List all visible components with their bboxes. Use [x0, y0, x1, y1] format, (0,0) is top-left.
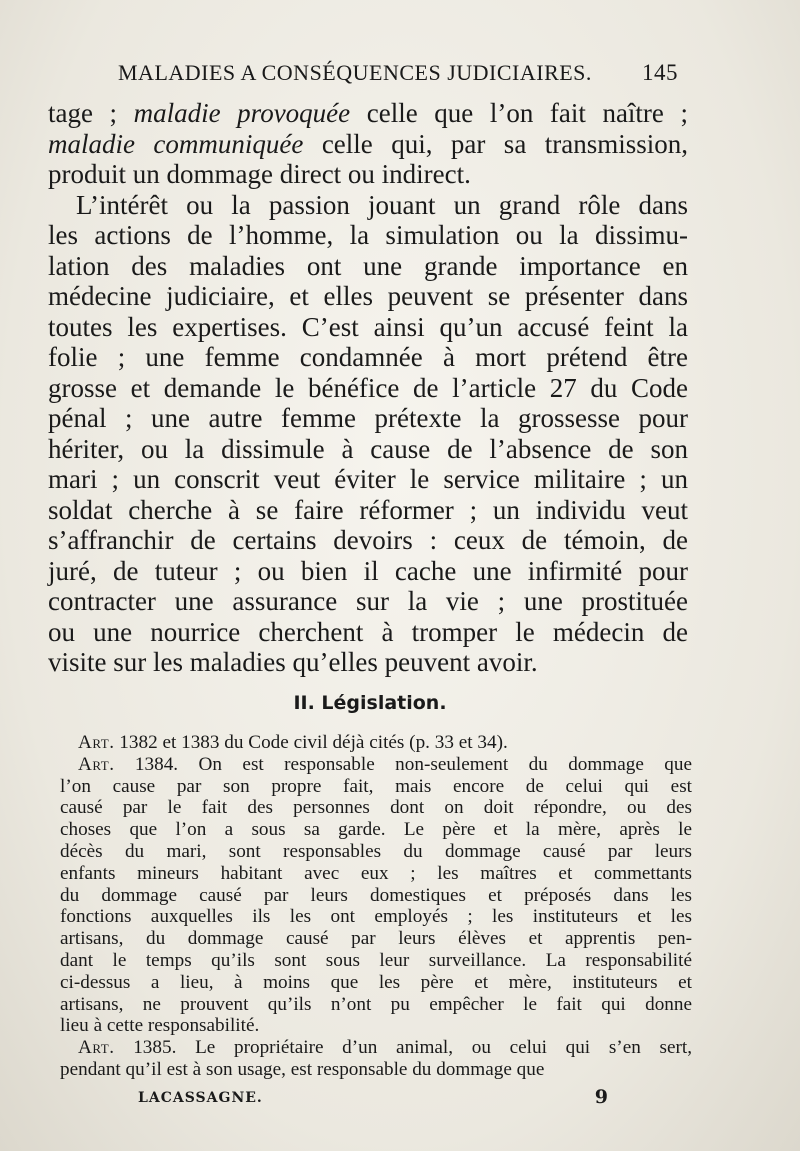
text-segment: grosse et demande le bénéfice de l’article 27 du Code [48, 372, 688, 403]
text-line [48, 251, 688, 282]
law-text-segment: fonctions auxquelles ils les ont employés ; les instituteurs et les [60, 906, 692, 928]
text-line [48, 312, 688, 343]
law-text-segment: choses que l’on a sous sa garde. Le père et la mère, après le [60, 819, 692, 841]
italic-term: maladie provoquée [133, 98, 351, 128]
law-articles [60, 732, 692, 1081]
law-text-segment: décès du mari, sont responsables du dommage causé par leurs [60, 840, 692, 862]
text-line [48, 556, 688, 587]
text-line [48, 495, 688, 526]
law-line [60, 1059, 692, 1081]
text-line [48, 525, 688, 556]
text-segment: s’affranchir de certains devoirs : ceux de témoin, de [48, 525, 688, 555]
law-text-segment: 1382 et 1383 du Code civil déjà cités (p. 33 et 34). [114, 732, 508, 753]
law-line [60, 819, 692, 841]
text-segment: contracter une assurance sur la vie ; une prostituée [48, 586, 688, 616]
law-text-segment: ci-dessus a lieu, à moins que les père et mère, instituteurs et [60, 971, 692, 993]
italic-term: maladie communiquée [48, 128, 304, 159]
text-segment: pénal ; une autre femme prétexte la grossesse pour [48, 403, 688, 433]
page-number: 145 [642, 60, 678, 85]
text-line [48, 586, 688, 617]
text-line [48, 464, 688, 495]
running-header [118, 56, 678, 88]
text-segment: soldat cherche à se faire réformer ; un individu veut [48, 494, 688, 525]
law-line [60, 1037, 692, 1059]
law-line [60, 1015, 692, 1037]
law-line [60, 906, 692, 928]
law-line [60, 928, 692, 950]
law-line [60, 950, 692, 972]
text-segment: celle qui, par sa transmission, [303, 128, 688, 159]
law-text-segment: artisans, ne prouvent qu’ils n’ont pu empêcher le fait qui donne [60, 993, 692, 1015]
section-heading: II. Législation. [293, 692, 447, 714]
text-segment: produit un dommage direct ou indirect. [48, 159, 471, 189]
text-line [48, 190, 688, 221]
law-line [60, 863, 692, 885]
law-text-segment: du dommage causé par leurs domestiques et préposés dans les [60, 884, 692, 906]
text-line [48, 617, 688, 648]
text-line [48, 403, 688, 434]
law-line [60, 776, 692, 798]
law-line [60, 994, 692, 1016]
law-text-segment: 1384. On est responsable non-seulement du dommage que [114, 753, 692, 775]
text-segment: folie ; une femme condamnée à mort prétend être [48, 342, 688, 372]
article-label: Art. [78, 1037, 115, 1059]
article-label: Art. [78, 732, 115, 753]
text-line [48, 129, 688, 160]
text-segment: toutes les expertises. C’est ainsi qu’un accusé feint la [48, 311, 688, 342]
sheet-number: 9 [594, 1086, 608, 1108]
law-line [60, 841, 692, 863]
text-line [48, 434, 688, 465]
text-line [48, 220, 688, 251]
text-segment: celle que l’on fait naître ; [350, 98, 688, 128]
law-line [60, 732, 692, 754]
law-text-segment: lieu à cette responsabilité. [60, 1015, 260, 1037]
text-segment: mari ; un conscrit veut éviter le service militaire ; un [48, 464, 688, 494]
law-text-segment: dant le temps qu’ils sont sous leur surveillance. La responsabilité [60, 949, 692, 971]
law-text-segment: l’on cause par son propre fait, mais encore de celui qui est [60, 775, 692, 797]
text-line [48, 373, 688, 404]
running-title: MALADIES A CONSÉQUENCES JUDICIAIRES. [118, 60, 592, 85]
law-line [60, 797, 692, 819]
text-segment: hériter, ou la dissimule à cause de l’absence de son [48, 433, 688, 464]
law-text-segment: pendant qu’il est à son usage, est responsable du dommage que [60, 1058, 545, 1080]
main-text [48, 98, 688, 678]
law-text-segment: causé par le fait des personnes dont on doit répondre, ou des [60, 797, 692, 819]
law-line [60, 754, 692, 776]
text-segment: les actions de l’homme, la simulation ou la dissimu- [48, 220, 688, 250]
text-segment: médecine judiciaire, et elles peuvent se présenter dans [48, 281, 688, 311]
law-line [60, 885, 692, 907]
page-footer [138, 1086, 608, 1116]
text-segment: lation des maladies ont une grande importance en [48, 250, 688, 281]
text-segment: L’intérêt ou la passion jouant un grand rôle dans [76, 189, 688, 220]
text-line [48, 342, 688, 373]
text-segment: juré, de tuteur ; ou bien il cache une infirmité pour [48, 555, 688, 586]
text-segment: ou une nourrice cherchent à tromper le médecin de [48, 616, 688, 647]
text-segment: visite sur les maladies qu’elles peuvent avoir. [48, 647, 538, 677]
law-text-segment: artisans, du dommage causé par leurs élèves et apprentis pen- [60, 928, 692, 950]
text-line [48, 647, 688, 678]
article-label: Art. [78, 753, 115, 775]
text-line [48, 281, 688, 312]
printer-signature: LACASSAGNE. [138, 1090, 263, 1106]
law-text-segment: enfants mineurs habitant avec eux ; les maîtres et commettants [60, 862, 692, 884]
text-segment: tage ; [48, 98, 134, 128]
text-line [48, 98, 688, 129]
law-text-segment: 1385. Le propriétaire d’un animal, ou celui qui s’en sert, [114, 1037, 692, 1059]
law-line [60, 972, 692, 994]
text-line [48, 159, 688, 190]
